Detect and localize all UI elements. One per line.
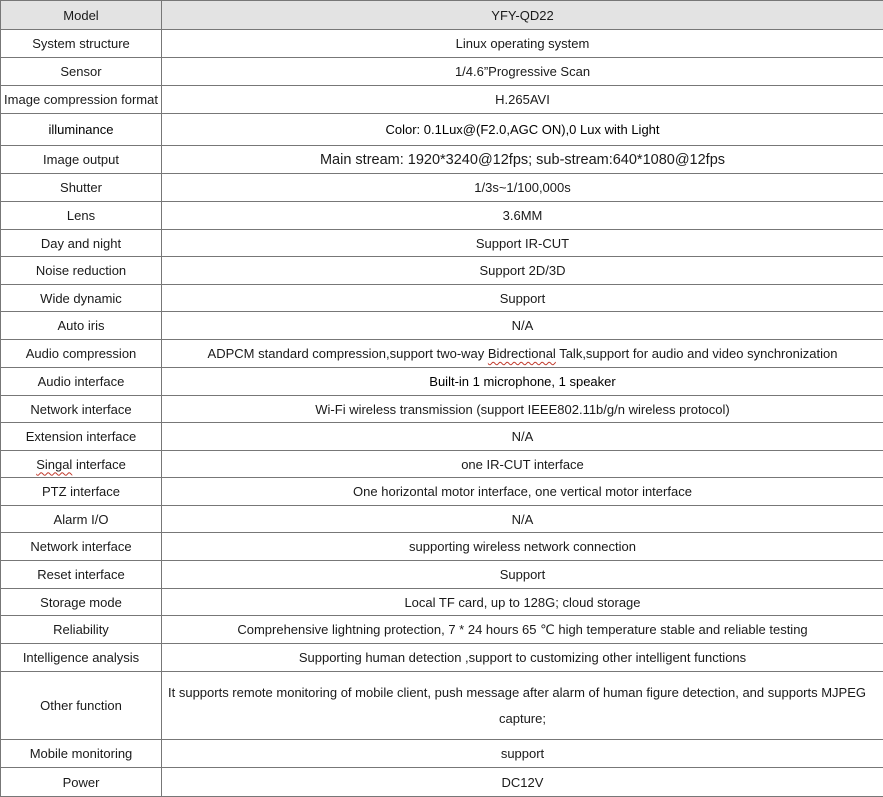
row-label: Extension interface	[1, 423, 162, 451]
row-value: Color: 0.1Lux@(F2.0,AGC ON),0 Lux with Light	[162, 114, 883, 146]
row-value: Built-in 1 microphone, 1 speaker	[162, 368, 883, 396]
row-label: Wide dynamic	[1, 285, 162, 312]
row-value: support	[162, 740, 883, 768]
row-label: System structure	[1, 30, 162, 58]
row-value: supporting wireless network connection	[162, 533, 883, 561]
row-value: Support	[162, 561, 883, 589]
row-label: Image compression format	[1, 86, 162, 114]
row-label: Shutter	[1, 174, 162, 202]
row-label: Reset interface	[1, 561, 162, 589]
spellcheck-flagged-word: Singal	[36, 457, 72, 472]
table-row	[1, 312, 883, 340]
header-value: YFY-QD22	[162, 1, 883, 30]
table-row	[1, 740, 883, 768]
row-value: one IR-CUT interface	[162, 451, 883, 478]
table-row	[1, 478, 883, 506]
table-row	[1, 644, 883, 672]
value-line: It supports remote monitoring of mobile client, push message after alarm of human figure detection, and supports MJPEG	[168, 685, 866, 700]
spellcheck-flagged-word: Bidrectional	[488, 346, 556, 361]
row-value: One horizontal motor interface, one vertical motor interface	[162, 478, 883, 506]
row-value: 1/3s~1/100,000s	[162, 174, 883, 202]
table-row	[1, 533, 883, 561]
header-label: Model	[1, 1, 162, 30]
row-value: N/A	[162, 506, 883, 533]
row-value	[162, 672, 883, 740]
table-row	[1, 589, 883, 616]
row-value: Main stream: 1920*3240@12fps; sub-stream:640*1080@12fps	[162, 146, 883, 174]
row-value: DC12V	[162, 768, 883, 797]
row-value: N/A	[162, 312, 883, 340]
table-row	[1, 340, 883, 368]
row-label: Mobile monitoring	[1, 740, 162, 768]
row-value: Linux operating system	[162, 30, 883, 58]
table-row	[1, 114, 883, 146]
row-label: Network interface	[1, 396, 162, 423]
table-row	[1, 257, 883, 285]
table-row	[1, 146, 883, 174]
row-value: Supporting human detection ,support to customizing other intelligent functions	[162, 644, 883, 672]
table-row	[1, 174, 883, 202]
row-label: Audio compression	[1, 340, 162, 368]
table-row	[1, 506, 883, 533]
value-text: Talk,support for audio and video synchronization	[556, 346, 838, 361]
table-row	[1, 561, 883, 589]
row-label: Reliability	[1, 616, 162, 644]
row-label: Storage mode	[1, 589, 162, 616]
row-value: 3.6MM	[162, 202, 883, 230]
table-header-row	[1, 1, 883, 30]
row-value: Local TF card, up to 128G; cloud storage	[162, 589, 883, 616]
table-row	[1, 202, 883, 230]
row-value: Support	[162, 285, 883, 312]
row-value: N/A	[162, 423, 883, 451]
row-value: Comprehensive lightning protection, 7 * 24 hours 65 ℃ high temperature stable and reliable testing	[162, 616, 883, 644]
table-row	[1, 616, 883, 644]
row-label: Auto iris	[1, 312, 162, 340]
row-label: Intelligence analysis	[1, 644, 162, 672]
table-row	[1, 396, 883, 423]
table-row	[1, 423, 883, 451]
row-value: 1/4.6”Progressive Scan	[162, 58, 883, 86]
table-row	[1, 86, 883, 114]
row-label: Network interface	[1, 533, 162, 561]
table-row	[1, 768, 883, 797]
row-label: Alarm I/O	[1, 506, 162, 533]
table-row	[1, 451, 883, 478]
row-label: Power	[1, 768, 162, 797]
table-row	[1, 230, 883, 257]
table-row	[1, 58, 883, 86]
row-label: Audio interface	[1, 368, 162, 396]
table-row	[1, 30, 883, 58]
label-text: interface	[72, 457, 125, 472]
row-label: Other function	[1, 672, 162, 740]
row-label: PTZ interface	[1, 478, 162, 506]
table-row	[1, 285, 883, 312]
row-label: Image output	[1, 146, 162, 174]
value-line: capture;	[168, 711, 877, 727]
row-label: illuminance	[1, 114, 162, 146]
row-label: Day and night	[1, 230, 162, 257]
row-value	[162, 340, 883, 368]
row-label: Noise reduction	[1, 257, 162, 285]
row-label: Lens	[1, 202, 162, 230]
table-row	[1, 672, 883, 740]
row-label	[1, 451, 162, 478]
row-value: H.265AVI	[162, 86, 883, 114]
value-text: ADPCM standard compression,support two-way	[208, 346, 488, 361]
row-value: Support 2D/3D	[162, 257, 883, 285]
row-value: Support IR-CUT	[162, 230, 883, 257]
table-row	[1, 368, 883, 396]
row-label: Sensor	[1, 58, 162, 86]
row-value: Wi-Fi wireless transmission (support IEEE802.11b/g/n wireless protocol)	[162, 396, 883, 423]
